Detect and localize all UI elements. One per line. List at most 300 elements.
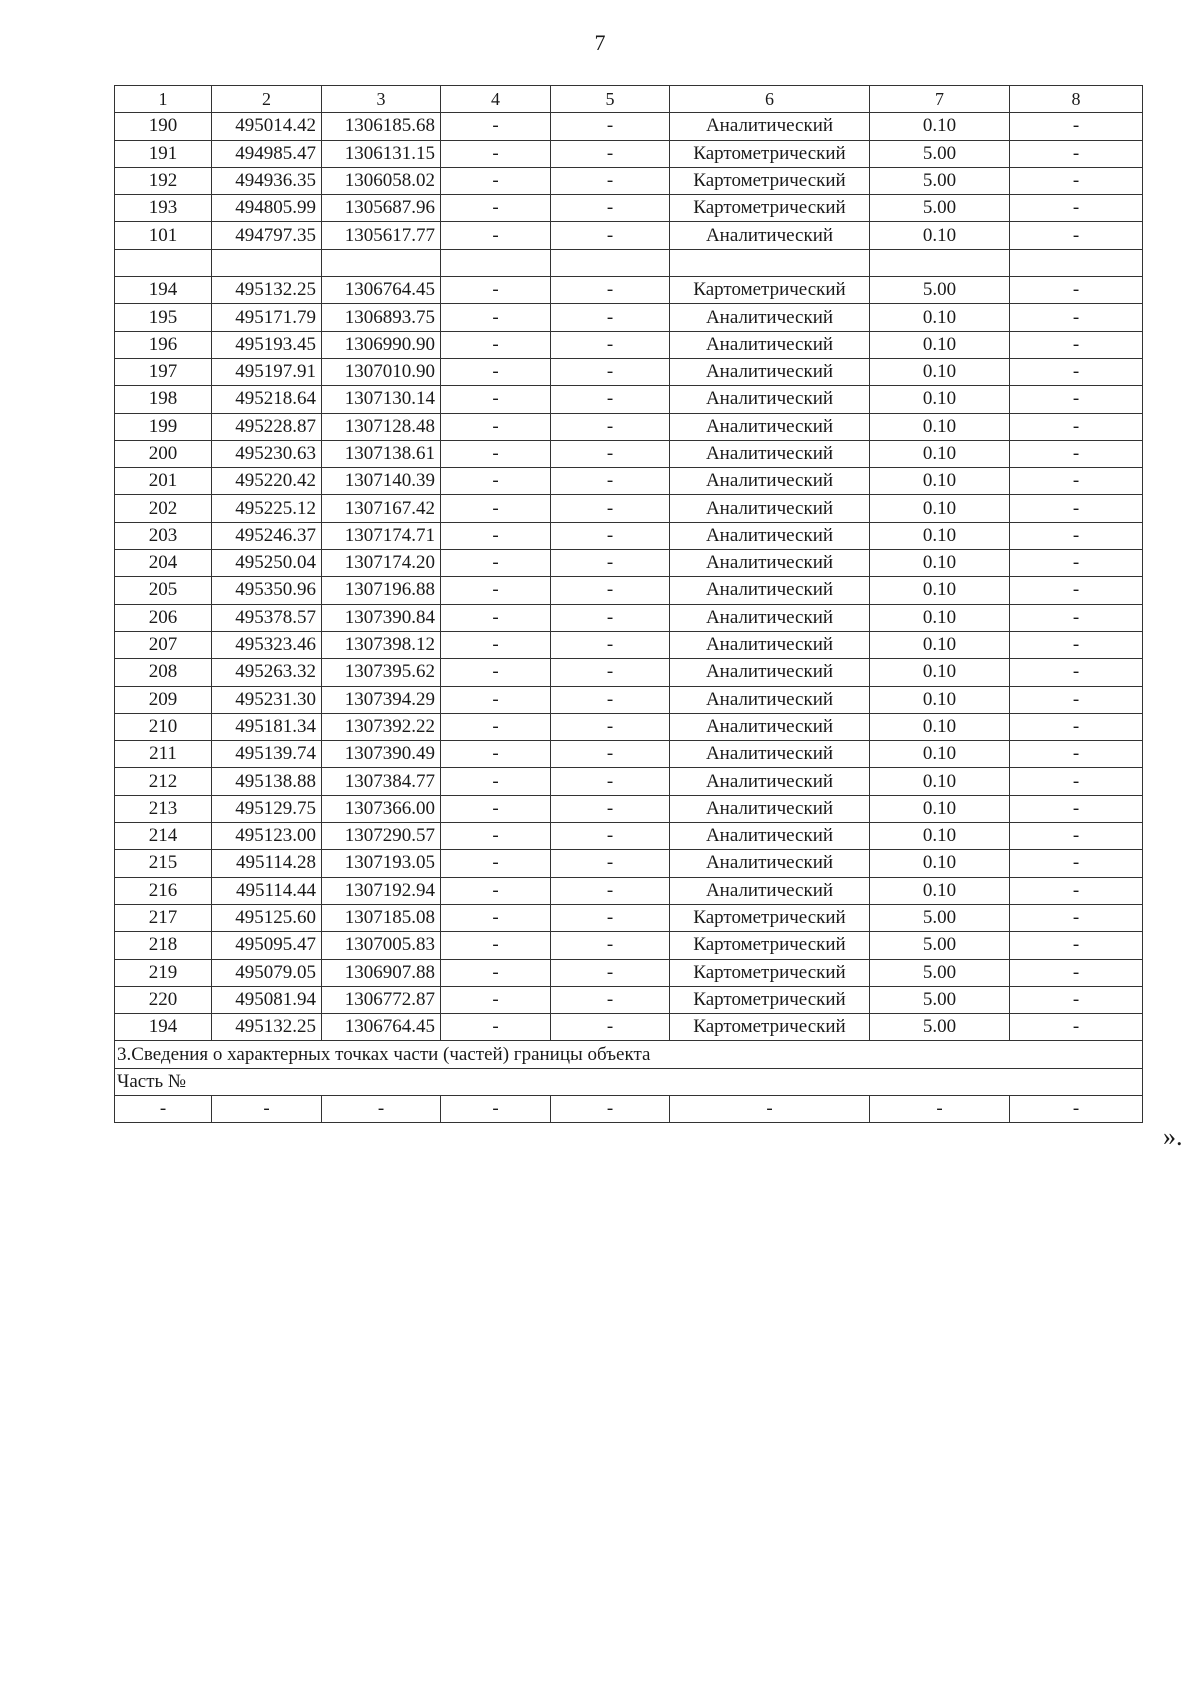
table-cell: - [551,577,670,604]
table-cell: - [551,1095,670,1122]
table-cell: 0.10 [870,386,1010,413]
table-cell: 495181.34 [212,713,322,740]
table-cell: - [441,823,551,850]
table-cell: - [441,850,551,877]
table-cell: Аналитический [670,768,870,795]
table-cell: 5.00 [870,277,1010,304]
table-cell: - [551,986,670,1013]
table-cell: 0.10 [870,741,1010,768]
table-cell: 495378.57 [212,604,322,631]
table-cell: 101 [115,222,212,249]
table-cell: 199 [115,413,212,440]
table-cell: Картометрический [670,195,870,222]
table-cell: - [551,932,670,959]
table-cell: - [551,522,670,549]
table-cell: Аналитический [670,358,870,385]
table-cell: - [1010,686,1143,713]
table-cell: 495220.42 [212,468,322,495]
table-cell: 495095.47 [212,932,322,959]
table-cell [441,249,551,276]
table-body [115,113,1143,1041]
table-cell: - [1010,932,1143,959]
table-cell: - [1010,440,1143,467]
table-cell: 1307130.14 [322,386,441,413]
table-row [115,741,1143,768]
table-cell: 494985.47 [212,140,322,167]
table-cell: 209 [115,686,212,713]
table-cell: 217 [115,904,212,931]
table-cell: - [1010,768,1143,795]
table-cell: 1307185.08 [322,904,441,931]
table-cell: 212 [115,768,212,795]
table-row [115,823,1143,850]
table-cell: - [441,304,551,331]
table-cell: 0.10 [870,686,1010,713]
table-cell: - [441,413,551,440]
table-cell: - [322,1095,441,1122]
table-cell: - [441,522,551,549]
table-cell: 1306185.68 [322,113,441,140]
table-cell: - [441,795,551,822]
table-cell: 5.00 [870,932,1010,959]
table-row [115,877,1143,904]
table-cell: - [551,440,670,467]
table-row [115,304,1143,331]
table-cell: 0.10 [870,795,1010,822]
table-cell: 1306764.45 [322,1014,441,1041]
table-cell: Аналитический [670,577,870,604]
table-row [115,631,1143,658]
table-cell: - [1010,550,1143,577]
table-cell: Аналитический [670,631,870,658]
table-cell: 1307398.12 [322,631,441,658]
table-cell: 192 [115,167,212,194]
table-cell: - [1010,986,1143,1013]
table-cell: 0.10 [870,631,1010,658]
table-cell: - [441,140,551,167]
table-cell: - [441,877,551,904]
table-cell: Аналитический [670,522,870,549]
table-cell: 207 [115,631,212,658]
table-cell: - [1010,1095,1143,1122]
table-cell: 495323.46 [212,631,322,658]
table-cell: - [441,495,551,522]
table-cell: - [551,713,670,740]
table-cell: 495225.12 [212,495,322,522]
table-cell: - [441,604,551,631]
table-cell: - [551,877,670,904]
table-cell: 1306058.02 [322,167,441,194]
column-header: 3 [322,86,441,113]
table-cell: Аналитический [670,823,870,850]
table-cell: Картометрический [670,904,870,931]
table-cell: Картометрический [670,277,870,304]
table-cell: - [551,741,670,768]
table-cell: 495231.30 [212,686,322,713]
table-cell: - [1010,113,1143,140]
table-cell: 495197.91 [212,358,322,385]
table-cell: - [1010,468,1143,495]
table-cell: 213 [115,795,212,822]
table-cell: 1307390.84 [322,604,441,631]
table-cell: 1305617.77 [322,222,441,249]
table-cell: Аналитический [670,304,870,331]
table-row [115,604,1143,631]
page-number: 7 [594,30,606,55]
table-cell: 196 [115,331,212,358]
table-cell: 1307395.62 [322,659,441,686]
closing-quote: ». [1163,1122,1183,1151]
table-row [115,577,1143,604]
table-cell: 194 [115,277,212,304]
table-cell: Аналитический [670,331,870,358]
table-cell: 0.10 [870,577,1010,604]
table-cell [551,249,670,276]
table-cell: 215 [115,850,212,877]
table-cell: Аналитический [670,713,870,740]
table-cell: - [1010,195,1143,222]
table-cell: - [1010,604,1143,631]
table-cell: 216 [115,877,212,904]
table-cell: - [1010,823,1143,850]
section3 [115,1041,1143,1123]
table-cell: - [551,358,670,385]
table-cell: 0.10 [870,550,1010,577]
table-cell: 1307390.49 [322,741,441,768]
table-row [115,986,1143,1013]
table-row [115,358,1143,385]
table-cell: 494936.35 [212,167,322,194]
table-cell: - [551,195,670,222]
table-cell: Картометрический [670,959,870,986]
table-cell: Аналитический [670,850,870,877]
table-cell: 1307140.39 [322,468,441,495]
table-cell: - [551,686,670,713]
table-cell: Аналитический [670,413,870,440]
table-cell: - [441,1095,551,1122]
table-cell: 495123.00 [212,823,322,850]
table-cell: 201 [115,468,212,495]
table-cell: 194 [115,1014,212,1041]
table-cell: - [1010,522,1143,549]
table-row [115,522,1143,549]
table-cell: - [551,959,670,986]
table-cell: 205 [115,577,212,604]
table-cell: Аналитический [670,741,870,768]
table-cell: - [1010,277,1143,304]
table-cell: 0.10 [870,522,1010,549]
table-cell: Аналитический [670,795,870,822]
table-cell: - [1010,304,1143,331]
table-cell: 197 [115,358,212,385]
table-cell: 1307366.00 [322,795,441,822]
table-cell: - [1010,358,1143,385]
table-cell: - [1010,577,1143,604]
table-row [115,113,1143,140]
table-row [115,386,1143,413]
table-cell: - [551,277,670,304]
table-cell: 0.10 [870,823,1010,850]
table-cell: 0.10 [870,495,1010,522]
table-cell: 220 [115,986,212,1013]
table-cell: 5.00 [870,904,1010,931]
table-row [115,713,1143,740]
table-cell [670,249,870,276]
table-cell: 1307196.88 [322,577,441,604]
column-header: 4 [441,86,551,113]
table-row [115,140,1143,167]
table-cell: 5.00 [870,1014,1010,1041]
table-cell: Картометрический [670,932,870,959]
column-header: 8 [1010,86,1143,113]
table-cell: 1307010.90 [322,358,441,385]
table-cell: - [551,495,670,522]
table-cell: 0.10 [870,358,1010,385]
table-cell: - [441,195,551,222]
table-cell: - [441,331,551,358]
table-cell: Аналитический [670,686,870,713]
table-cell: 1306764.45 [322,277,441,304]
table-cell: - [551,631,670,658]
table-cell: 190 [115,113,212,140]
table-cell: 495114.28 [212,850,322,877]
table-cell: 1307193.05 [322,850,441,877]
table-cell: Картометрический [670,167,870,194]
table-cell: 1306772.87 [322,986,441,1013]
table-row [115,768,1143,795]
table-cell: Аналитический [670,440,870,467]
table-cell: 5.00 [870,195,1010,222]
table-cell [115,249,212,276]
table-cell: 0.10 [870,468,1010,495]
table-cell: - [551,795,670,822]
part-label-row [115,1068,1143,1095]
table-cell: - [1010,222,1143,249]
table-cell: 210 [115,713,212,740]
table-cell: - [441,768,551,795]
table-cell: 494797.35 [212,222,322,249]
table-cell: 0.10 [870,331,1010,358]
table-cell: 1306907.88 [322,959,441,986]
table-cell: Аналитический [670,222,870,249]
table-cell: 5.00 [870,959,1010,986]
table-cell: Картометрический [670,986,870,1013]
table-cell: 208 [115,659,212,686]
table-row [115,1014,1143,1041]
table-cell: - [1010,413,1143,440]
table-cell: 495218.64 [212,386,322,413]
table-cell: 495263.32 [212,659,322,686]
table-cell: - [1010,1014,1143,1041]
table-row [115,195,1143,222]
table-cell: Аналитический [670,877,870,904]
table-cell: - [551,550,670,577]
table-cell: - [551,768,670,795]
table-cell: - [1010,331,1143,358]
table-cell: - [441,659,551,686]
table-cell: 495193.45 [212,331,322,358]
table-cell: 5.00 [870,986,1010,1013]
table-cell: 495129.75 [212,795,322,822]
table-cell: - [551,823,670,850]
table-cell: - [1010,631,1143,658]
table-cell: 1307394.29 [322,686,441,713]
table-cell: 494805.99 [212,195,322,222]
table-cell: 191 [115,140,212,167]
table-row [115,686,1143,713]
table-cell: - [870,1095,1010,1122]
table-cell: - [115,1095,212,1122]
table-cell: 1307167.42 [322,495,441,522]
part-empty-row [115,1095,1143,1122]
table-cell: 0.10 [870,222,1010,249]
table-cell: - [441,986,551,1013]
table-cell: 1306131.15 [322,140,441,167]
table-cell: - [441,1014,551,1041]
table-cell: 1306990.90 [322,331,441,358]
table-row [115,959,1143,986]
table-cell: - [441,741,551,768]
table-cell: - [551,331,670,358]
table-cell: - [551,850,670,877]
table-cell: Аналитический [670,550,870,577]
table-cell [322,249,441,276]
table-row [115,495,1143,522]
table-cell: Картометрический [670,140,870,167]
table-cell: Картометрический [670,1014,870,1041]
table-cell: - [1010,713,1143,740]
table-row [115,659,1143,686]
table-cell: - [441,468,551,495]
table-cell: - [551,604,670,631]
table-cell: - [551,140,670,167]
table-row [115,413,1143,440]
table-cell: 1307174.71 [322,522,441,549]
table-cell: 495246.37 [212,522,322,549]
table-cell: - [441,904,551,931]
table-cell: 0.10 [870,850,1010,877]
table-cell: 495132.25 [212,277,322,304]
table-cell [212,249,322,276]
table-cell: 495079.05 [212,959,322,986]
table-cell: 5.00 [870,167,1010,194]
table-cell: - [441,440,551,467]
column-header: 7 [870,86,1010,113]
table-cell: 206 [115,604,212,631]
table-cell: 0.10 [870,604,1010,631]
table-cell: - [551,1014,670,1041]
column-header: 5 [551,86,670,113]
table-cell: - [1010,167,1143,194]
table-cell: 0.10 [870,304,1010,331]
table-cell: 202 [115,495,212,522]
table-cell: - [1010,959,1143,986]
table-cell: 211 [115,741,212,768]
table-cell: Аналитический [670,495,870,522]
table-cell: 495139.74 [212,741,322,768]
table-cell: - [441,550,551,577]
table-row [115,277,1143,304]
table-cell: 1307192.94 [322,877,441,904]
table-cell: - [441,113,551,140]
table-cell: 1307392.22 [322,713,441,740]
table-cell: - [441,577,551,604]
table-cell: Аналитический [670,659,870,686]
table-cell: 0.10 [870,713,1010,740]
table-cell: - [441,386,551,413]
part-number-label: Часть № [115,1068,1143,1095]
table-cell: - [551,222,670,249]
table-cell: - [551,904,670,931]
table-cell: - [551,386,670,413]
table-cell: 1307290.57 [322,823,441,850]
table-cell: - [441,713,551,740]
table-row [115,249,1143,276]
table-cell: - [1010,140,1143,167]
table-cell [870,249,1010,276]
table-cell: - [1010,904,1143,931]
table-cell: 495132.25 [212,1014,322,1041]
section3-title: 3.Сведения о характерных точках части (частей) границы объекта [115,1041,1143,1068]
table-cell: - [1010,795,1143,822]
table-cell: 0.10 [870,877,1010,904]
table-row [115,904,1143,931]
table-cell: 495171.79 [212,304,322,331]
table-cell [1010,249,1143,276]
column-header: 2 [212,86,322,113]
table-cell: 0.10 [870,659,1010,686]
table-cell: 495138.88 [212,768,322,795]
table-row [115,795,1143,822]
table-header [115,86,1143,113]
table-cell: 495014.42 [212,113,322,140]
table-cell: 219 [115,959,212,986]
table-cell: - [441,959,551,986]
column-header: 6 [670,86,870,113]
table-cell: 198 [115,386,212,413]
table-cell: 204 [115,550,212,577]
table-cell: Аналитический [670,604,870,631]
table-cell: - [1010,659,1143,686]
table-cell: - [441,358,551,385]
table-cell: 0.10 [870,440,1010,467]
table-cell: - [551,468,670,495]
table-cell: 1305687.96 [322,195,441,222]
table-cell: 203 [115,522,212,549]
table-cell: 495250.04 [212,550,322,577]
table-row [115,440,1143,467]
table-cell: 495125.60 [212,904,322,931]
table-cell: - [441,277,551,304]
table-row [115,331,1143,358]
table-cell: 1307005.83 [322,932,441,959]
table-cell: 495114.44 [212,877,322,904]
table-cell: - [551,659,670,686]
coordinates-table [114,85,1143,1123]
table-cell: - [551,304,670,331]
table-cell: - [1010,741,1143,768]
table-cell: 1307138.61 [322,440,441,467]
table-cell: 214 [115,823,212,850]
table-cell: - [212,1095,322,1122]
table-cell: 495230.63 [212,440,322,467]
table-cell: Аналитический [670,468,870,495]
table-cell: - [1010,877,1143,904]
table-cell: - [1010,495,1143,522]
table-cell: - [670,1095,870,1122]
table-cell: - [441,222,551,249]
table-cell: 1307384.77 [322,768,441,795]
